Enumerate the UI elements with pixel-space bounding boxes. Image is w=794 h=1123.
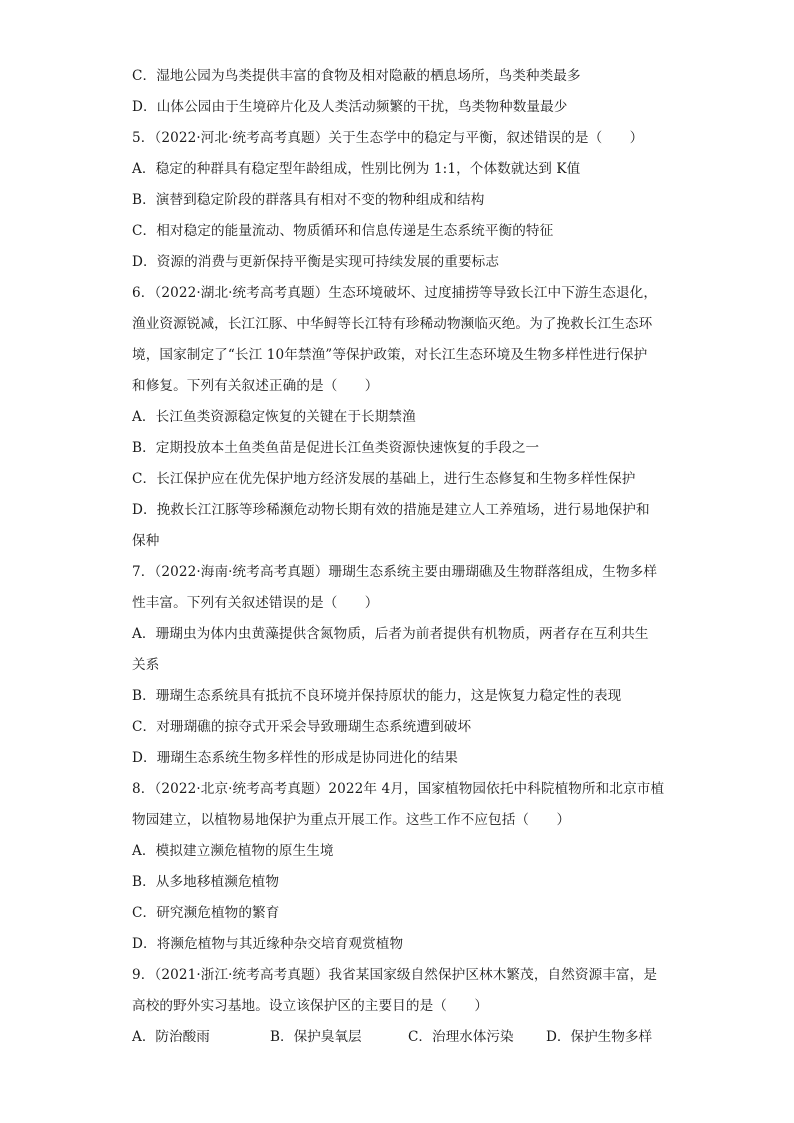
question-7-stem-cont: 性丰富。下列有关叙述错误的是（ ） [132, 595, 379, 611]
option-c: C．长江保护应在优先保护地方经济发展的基础上，进行生态修复和生物多样性保护 [132, 471, 636, 487]
option-c: C．相对稳定的能量流动、物质循环和信息传递是生态系统平衡的特征 [132, 223, 554, 239]
option-d-cont: 保种 [132, 533, 160, 549]
option-a: A．防治酸雨 [132, 1029, 210, 1045]
option-a: A．长江鱼类资源稳定恢复的关键在于长期禁渔 [132, 409, 416, 425]
option-d: D．将濒危植物与其近缘种杂交培育观赏植物 [132, 936, 404, 952]
question-7-stem: 7．（2022·海南·统考高考真题）珊瑚生态系统主要由珊瑚礁及生物群落组成，生物多样 [132, 564, 658, 580]
option-a: A．模拟建立濒危植物的原生生境 [132, 843, 334, 859]
text-line: D．山体公园由于生境碎片化及人类活动频繁的干扰，鸟类物种数量最少 [132, 99, 568, 115]
option-c: C．治理水体污染 [408, 1029, 514, 1045]
option-c: C．对珊瑚礁的掠夺式开采会导致珊瑚生态系统遭到破坏 [132, 719, 472, 735]
option-b: B．演替到稳定阶段的群落具有相对不变的物种组成和结构 [132, 192, 485, 208]
question-9-stem: 9．（2021·浙江·统考高考真题）我省某国家级自然保护区林木繁茂，自然资源丰富，是 [132, 967, 658, 983]
question-6-stem-cont: 渔业资源锐减，长江江豚、中华鲟等长江特有珍稀动物濒临灭绝。为了挽救长江生态环 [132, 316, 653, 332]
question-8-stem-cont: 物园建立，以植物易地保护为重点开展工作。这些工作不应包括（ ） [132, 812, 571, 828]
question-9-stem-cont: 高校的野外实习基地。设立该保护区的主要目的是（ ） [132, 998, 489, 1014]
option-d: D．珊瑚生态系统生物多样性的形成是协同进化的结果 [132, 750, 458, 766]
question-6-stem-cont: 境，国家制定了“长江 10年禁渔”等保护政策，对长江生态环境及生物多样性进行保护 [132, 347, 648, 363]
question-6-stem: 6．（2022·湖北·统考高考真题）生态环境破坏、过度捕捞等导致长江中下游生态退化， [132, 285, 658, 301]
option-c: C．研究濒危植物的繁育 [132, 905, 280, 921]
option-d: D．挽救长江江豚等珍稀濒危动物长期有效的措施是建立人工养殖场，进行易地保护和 [132, 502, 650, 518]
question-8-stem: 8．（2022·北京·统考高考真题）2022年 4月，国家植物园依托中科院植物所和北京市植 [132, 781, 665, 797]
option-d: D．保护生物多样 [546, 1029, 653, 1045]
question-5-stem: 5．（2022·河北·统考高考真题）关于生态学中的稳定与平衡，叙述错误的是（ ） [132, 130, 644, 146]
option-b: B．珊瑚生态系统具有抵抗不良环境并保持原状的能力，这是恢复力稳定性的表现 [132, 688, 622, 704]
option-b: B．定期投放本土鱼类鱼苗是促进长江鱼类资源快速恢复的手段之一 [132, 440, 540, 456]
option-a: A．珊瑚虫为体内虫黄藻提供含氮物质，后者为前者提供有机物质，两者存在互利共生 [132, 626, 649, 642]
option-b: B．从多地移植濒危植物 [132, 874, 280, 890]
option-b: B．保护臭氧层 [270, 1029, 362, 1045]
question-6-stem-cont: 和修复。下列有关叙述正确的是（ ） [132, 378, 379, 394]
option-a-cont: 关系 [132, 657, 160, 673]
option-d: D．资源的消费与更新保持平衡是实现可持续发展的重要标志 [132, 254, 500, 270]
option-a: A．稳定的种群具有稳定型年龄组成，性别比例为 1:1，个体数就达到 K值 [132, 161, 581, 177]
text-line: C．湿地公园为鸟类提供丰富的食物及相对隐蔽的栖息场所，鸟类种类最多 [132, 68, 581, 84]
